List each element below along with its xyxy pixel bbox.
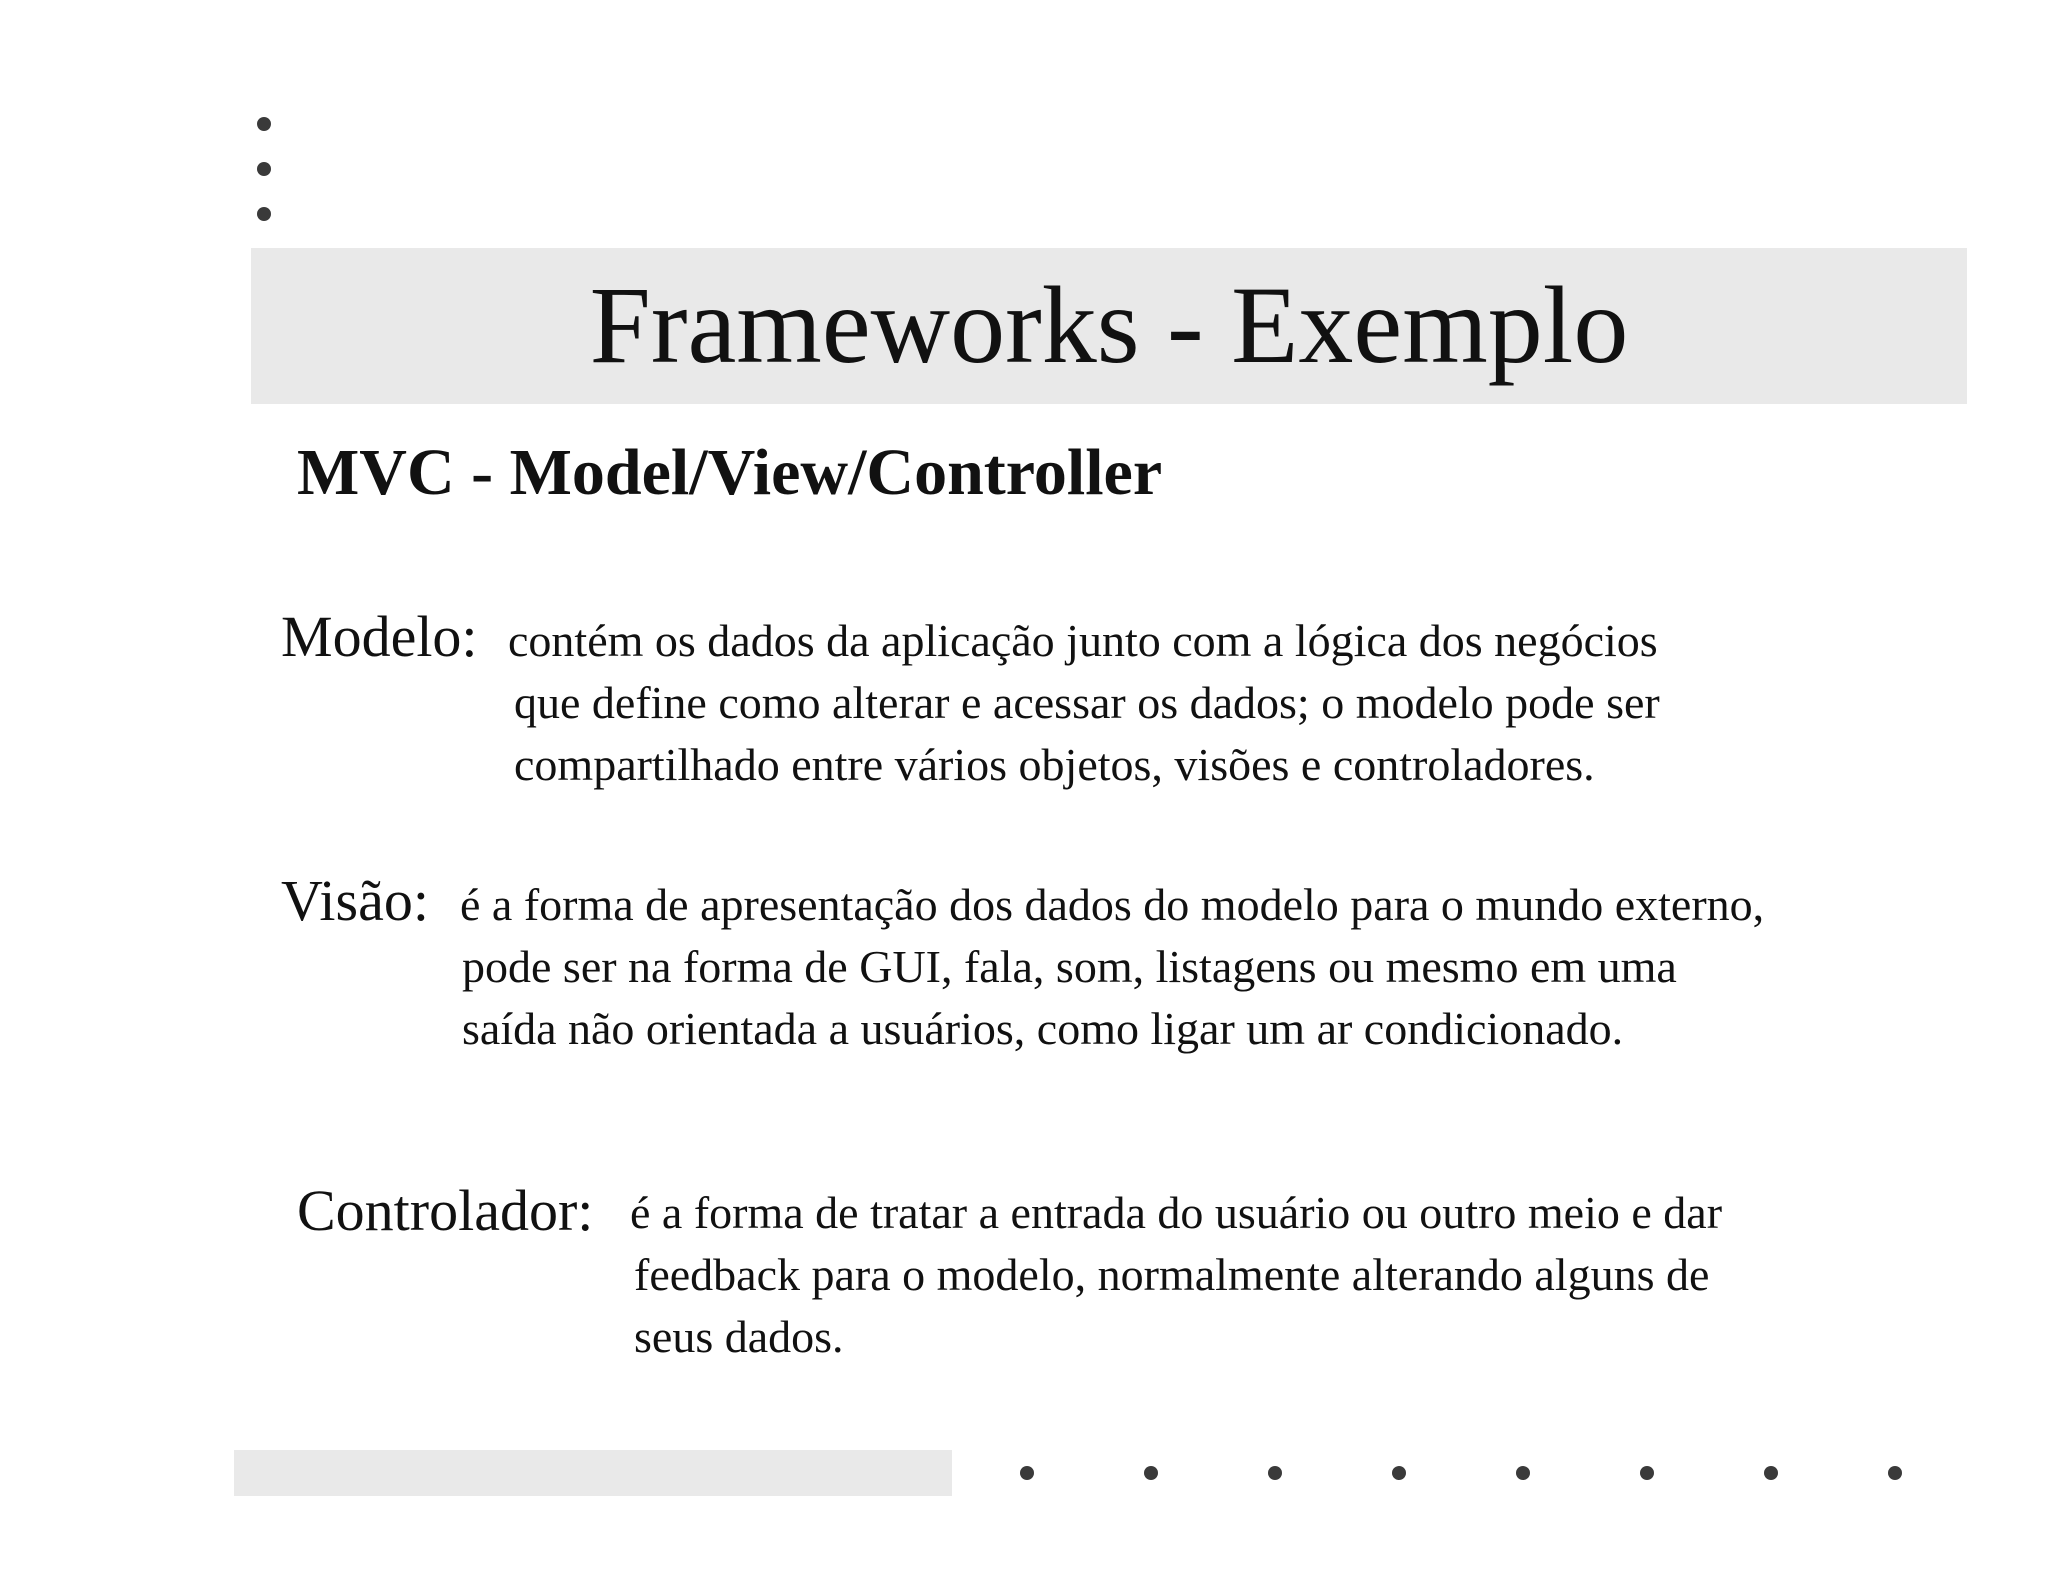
slide-subtitle: MVC - Model/View/Controller xyxy=(297,436,1163,509)
definition-line: é a forma de apresentação dos dados do modelo para o mundo externo, xyxy=(460,879,1765,930)
term-label: Visão: xyxy=(281,868,429,933)
definition-modelo xyxy=(281,604,478,669)
decorative-dot xyxy=(257,117,271,131)
definition-line: pode ser na forma de GUI, fala, som, listagens ou mesmo em uma xyxy=(462,941,1677,992)
definition-visao xyxy=(281,868,429,933)
slide-title: Frameworks - Exemplo xyxy=(589,264,1629,386)
definition-line: compartilhado entre vários objetos, visões e controladores. xyxy=(514,739,1595,790)
decorative-dot xyxy=(1516,1466,1530,1480)
decorative-dot xyxy=(1640,1466,1654,1480)
term-label: Modelo: xyxy=(281,604,478,669)
decorative-dot xyxy=(1268,1466,1282,1480)
decorative-dot xyxy=(1888,1466,1902,1480)
footer-band xyxy=(234,1450,952,1496)
definition-line: feedback para o modelo, normalmente alterando alguns de xyxy=(634,1249,1710,1300)
definition-line: que define como alterar e acessar os dados; o modelo pode ser xyxy=(514,677,1660,728)
decorative-dot xyxy=(1144,1466,1158,1480)
definition-line: contém os dados da aplicação junto com a lógica dos negócios xyxy=(508,615,1658,666)
title-band xyxy=(251,248,1967,404)
definition-line: saída não orientada a usuários, como ligar um ar condicionado. xyxy=(462,1003,1624,1054)
decorative-dot xyxy=(1020,1466,1034,1480)
definition-line: seus dados. xyxy=(634,1311,844,1362)
decorative-dot xyxy=(1764,1466,1778,1480)
definition-controlador xyxy=(297,1178,594,1243)
definition-line: é a forma de tratar a entrada do usuário ou outro meio e dar xyxy=(630,1187,1723,1238)
decorative-dot xyxy=(257,162,271,176)
decorative-dot xyxy=(1392,1466,1406,1480)
decorative-dot xyxy=(257,207,271,221)
term-label: Controlador: xyxy=(297,1178,594,1243)
